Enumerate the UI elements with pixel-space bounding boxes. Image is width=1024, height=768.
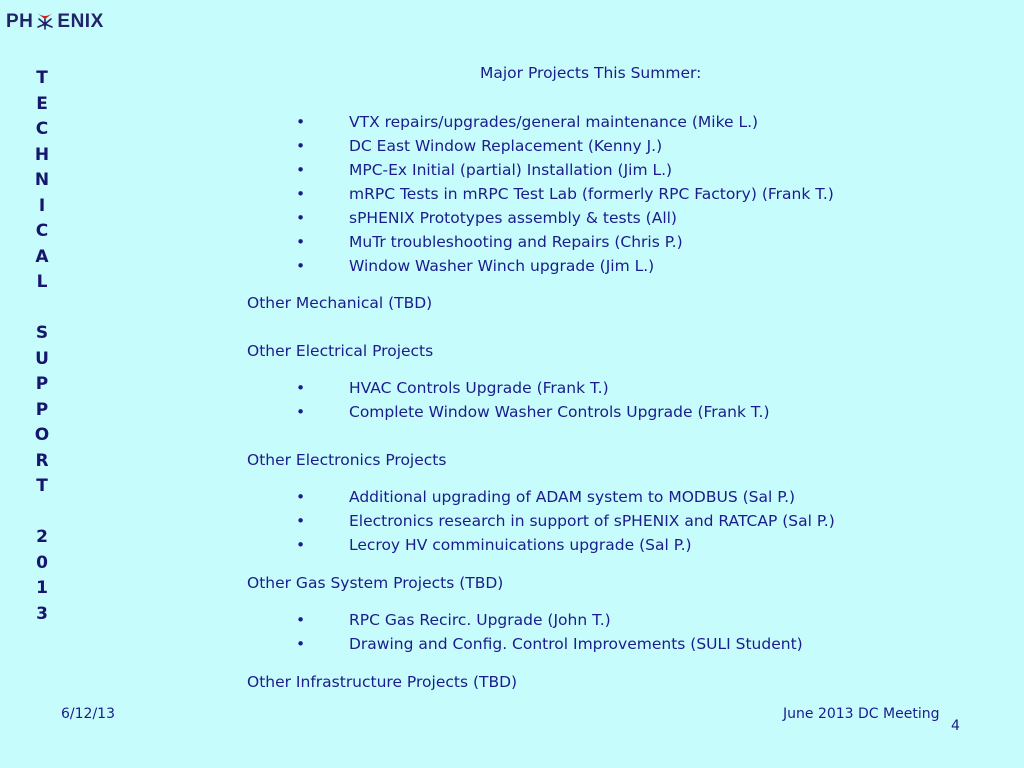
page-number: 4	[951, 718, 960, 734]
gas-heading: Other Gas System Projects (TBD)	[247, 574, 504, 592]
electrical-heading: Other Electrical Projects	[247, 342, 434, 360]
footer-date: 6/12/13	[61, 706, 115, 722]
phoenix-bird-icon	[34, 8, 56, 36]
footer-meeting: June 2013 DC Meeting	[783, 706, 940, 722]
electronics-heading: Other Electronics Projects	[247, 451, 447, 469]
slide-title: Major Projects This Summer:	[480, 64, 702, 82]
logo-suffix: ENIX	[57, 11, 104, 32]
phenix-logo	[6, 8, 104, 36]
vertical-title: T E C H N I C A L S U P P O R T 2 0 1 3	[34, 68, 50, 624]
mechanical-heading: Other Mechanical (TBD)	[247, 294, 433, 312]
logo-prefix: PH	[6, 11, 34, 32]
infrastructure-heading: Other Infrastructure Projects (TBD)	[247, 673, 518, 691]
